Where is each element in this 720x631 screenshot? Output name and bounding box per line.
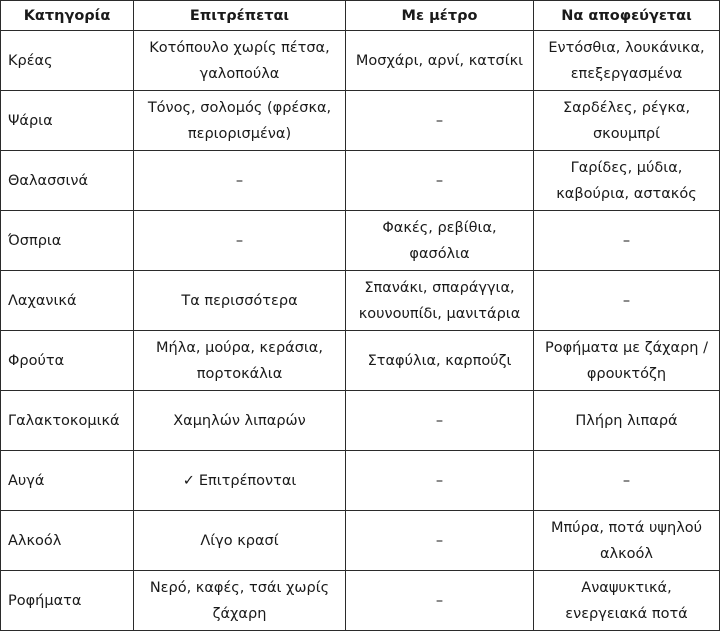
table-row <box>1 91 720 151</box>
moderate-cell: – <box>346 571 534 631</box>
category-cell: Ροφήματα <box>1 571 134 631</box>
category-cell: Αυγά <box>1 451 134 511</box>
category-cell: Αλκοόλ <box>1 511 134 571</box>
moderate-cell: Φακές, ρεβίθια, φασόλια <box>346 211 534 271</box>
allowed-cell: Κοτόπουλο χωρίς πέτσα, γαλοπούλα <box>134 31 346 91</box>
avoid-cell: Πλήρη λιπαρά <box>534 391 720 451</box>
header-row <box>1 1 720 31</box>
allowed-text: Επιτρέπονται <box>198 472 297 489</box>
table-row <box>1 331 720 391</box>
category-cell: Όσπρια <box>1 211 134 271</box>
avoid-cell: Μπύρα, ποτά υψηλού αλκοόλ <box>534 511 720 571</box>
moderate-cell: Μοσχάρι, αρνί, κατσίκι <box>346 31 534 91</box>
moderate-cell: Σταφύλια, καρπούζι <box>346 331 534 391</box>
table-row <box>1 451 720 511</box>
moderate-cell: – <box>346 151 534 211</box>
category-cell: Φρούτα <box>1 331 134 391</box>
checkmark-icon: ✓ <box>182 472 195 489</box>
header-category: Κατηγορία <box>1 1 134 31</box>
avoid-cell: – <box>534 451 720 511</box>
table-row <box>1 31 720 91</box>
table-row <box>1 151 720 211</box>
header-allowed: Επιτρέπεται <box>134 1 346 31</box>
allowed-cell: Νερό, καφές, τσάι χωρίς ζάχαρη <box>134 571 346 631</box>
allowed-cell: Χαμηλών λιπαρών <box>134 391 346 451</box>
allowed-cell: – <box>134 211 346 271</box>
table-row <box>1 391 720 451</box>
category-cell: Κρέας <box>1 31 134 91</box>
moderate-cell: – <box>346 91 534 151</box>
avoid-cell: Εντόσθια, λουκάνικα, επεξεργασμένα <box>534 31 720 91</box>
avoid-cell: – <box>534 271 720 331</box>
avoid-cell: Ροφήματα με ζάχαρη / φρουκτόζη <box>534 331 720 391</box>
allowed-cell: Μήλα, μούρα, κεράσια, πορτοκάλια <box>134 331 346 391</box>
moderate-cell: – <box>346 391 534 451</box>
moderate-cell: Σπανάκι, σπαράγγια, κουνουπίδι, μανιτάρια <box>346 271 534 331</box>
avoid-cell: Αναψυκτικά, ενεργειακά ποτά <box>534 571 720 631</box>
table-body <box>1 31 720 631</box>
allowed-cell: Λίγο κρασί <box>134 511 346 571</box>
table-row <box>1 211 720 271</box>
header-moderate: Με μέτρο <box>346 1 534 31</box>
avoid-cell: – <box>534 211 720 271</box>
allowed-cell: Τα περισσότερα <box>134 271 346 331</box>
table-row <box>1 511 720 571</box>
category-cell: Λαχανικά <box>1 271 134 331</box>
allowed-cell <box>134 451 346 511</box>
moderate-cell: – <box>346 511 534 571</box>
avoid-cell: Σαρδέλες, ρέγκα, σκουμπρί <box>534 91 720 151</box>
table-header <box>1 1 720 31</box>
table-row <box>1 271 720 331</box>
category-cell: Θαλασσινά <box>1 151 134 211</box>
header-avoid: Να αποφεύγεται <box>534 1 720 31</box>
avoid-cell: Γαρίδες, μύδια, καβούρια, αστακός <box>534 151 720 211</box>
table-row <box>1 571 720 631</box>
allowed-cell: Τόνος, σολομός (φρέσκα, περιορισμένα) <box>134 91 346 151</box>
category-cell: Ψάρια <box>1 91 134 151</box>
category-cell: Γαλακτοκομικά <box>1 391 134 451</box>
allowed-cell: – <box>134 151 346 211</box>
moderate-cell: – <box>346 451 534 511</box>
